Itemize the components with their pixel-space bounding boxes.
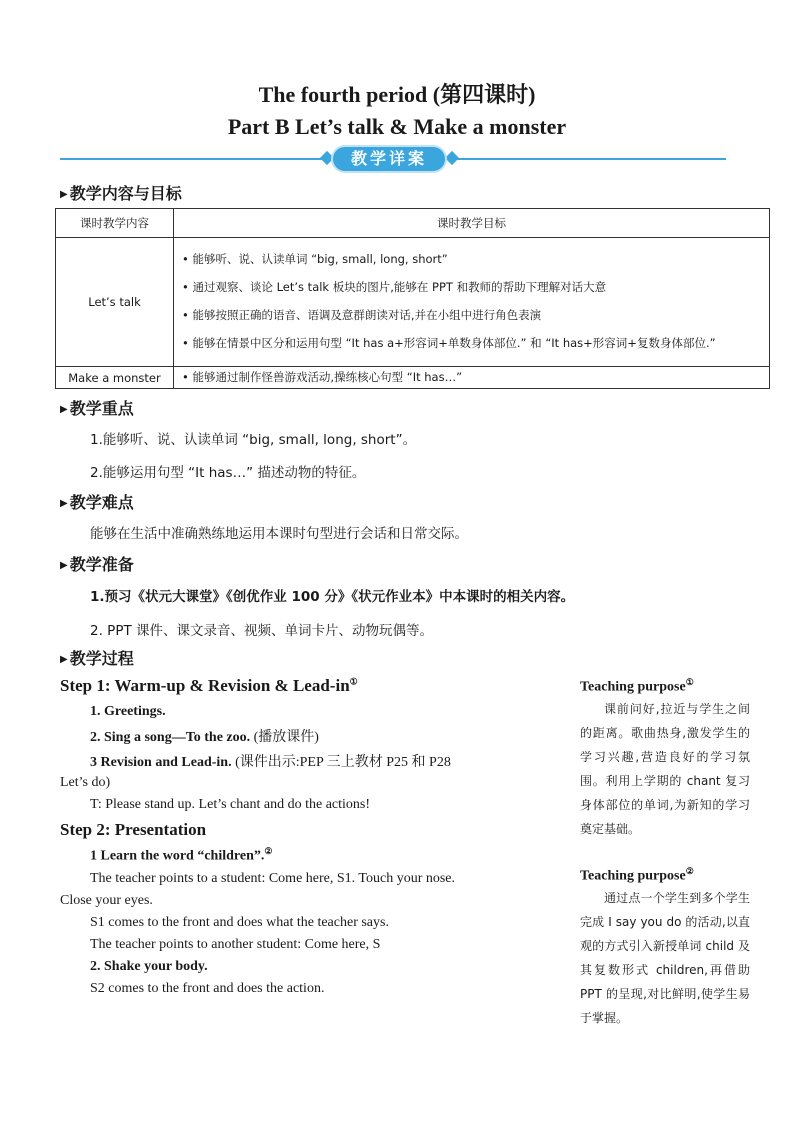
banner-diamond-left [320,151,334,165]
triangle-bullet-icon: ▶ [60,560,68,571]
page-subtitle: Part B Let’s talk & Make a monster [227,114,567,139]
table-cell-goals [174,367,770,389]
goal-item: • 通过观察、谈论 Let’s talk 板块的图片,能够在 PPT 和教师的帮助下理解对话大意 [182,280,607,294]
step1-heading: Step 1: Warm-up & Revision & Lead-in① [60,676,358,695]
key-point-2: 2.能够运用句型 “It has…” 描述动物的特征。 [90,465,366,481]
table-header-cell: 课时教学内容 [56,209,174,238]
section-heading-preparation: ▶ 教学准备 [60,555,134,574]
step1-revision: 3 Revision and Lead-in. (课件出示:PEP 三上教材 P25 和 P28 [90,755,451,770]
preparation-item-1: 1.预习《状元大课堂》《创优作业 100 分》《状元作业本》中本课时的相关内容。 [90,589,575,605]
banner-line-right [450,158,726,160]
step2-heading: Step 2: Presentation [60,820,207,839]
section-heading-process: ▶ 教学过程 [60,649,134,668]
step2-learn-word: 1 Learn the word “children”.② [90,846,273,864]
table-header-cell: 课时教学目标 [174,209,770,238]
triangle-bullet-icon: ▶ [60,498,68,509]
goal-item: • 能够按照正确的语音、语调及意群朗读对话,并在小组中进行角色表演 [182,308,542,322]
table-cell-goals [174,238,770,367]
goal-item: • 能够在情景中区分和运用句型 “It has a+形容词+单数身体部位.” 和 “It has+形容词+复数身体部位.” [182,336,716,350]
key-point-1: 1.能够听、说、认读单词 “big, small, long, short”。 [90,432,417,448]
table-header-row [56,209,770,238]
purpose2-title: Teaching purpose② [580,866,694,884]
step1-revision-cont: Let’s do) [60,775,111,790]
table-row [56,238,770,367]
goal-item: • 能够听、说、认读单词 “big, small, long, short” [182,252,448,266]
banner-diamond-right [445,151,459,165]
banner-line-left [60,158,328,160]
purpose1-title: Teaching purpose① [580,677,694,695]
step1-sing: 2. Sing a song—To the zoo. (播放课件) [90,730,319,745]
step2-teacher-points-1: The teacher points to a student: Come here, S1. Touch your nose. [90,871,456,886]
preparation-item-2: 2. PPT 课件、课文录音、视频、单词卡片、动物玩偶等。 [90,623,433,639]
triangle-bullet-icon: ▶ [60,404,68,415]
goal-item: • 能够通过制作怪兽游戏活动,操练核心句型 “It has…” [182,370,463,384]
triangle-bullet-icon: ▶ [60,189,68,200]
section-heading-key-points: ▶ 教学重点 [60,399,134,418]
step2-s2-front: S2 comes to the front and does the action. [90,981,325,996]
step1-teacher-line: T: Please stand up. Let’s chant and do the actions! [90,797,371,812]
page-title: The fourth period (第四课时) [258,82,536,107]
table-cell-content: Make a monster [56,367,174,389]
triangle-bullet-icon: ▶ [60,654,68,665]
step2-close-eyes: Close your eyes. [60,893,153,908]
table-row [56,367,770,389]
step2-s1-front: S1 comes to the front and does what the teacher says. [90,915,389,930]
difficulty-text: 能够在生活中准确熟练地运用本课时句型进行会话和日常交际。 [90,526,468,542]
section-heading-difficulties: ▶ 教学难点 [60,493,134,512]
table-cell-content: Let’s talk [56,238,174,367]
section-banner: 教学详案 [333,147,445,171]
section-heading-content-goals: ▶ 教学内容与目标 [60,184,182,203]
purpose1-text: 课前问好,拉近与学生之间的距离。歌曲热身,激发学生的学习兴趣,营造良好的学习氛围。利用上学期的 chant 复习身体部位的单词,为新知的学习奠定基础。 [580,702,750,836]
objectives-table [55,208,770,389]
step2-teacher-points-2: The teacher points to another student: Come here, S [90,937,381,952]
step1-greetings: 1. Greetings. [90,704,166,719]
step2-shake: 2. Shake your body. [90,959,208,974]
purpose2-text: 通过点一个学生到多个学生完成 I say you do 的活动,以直观的方式引入新授单词 child 及其复数形式 children,再借助 PPT 的呈现,对比鲜明,使学生易于掌握。 [580,891,750,1025]
